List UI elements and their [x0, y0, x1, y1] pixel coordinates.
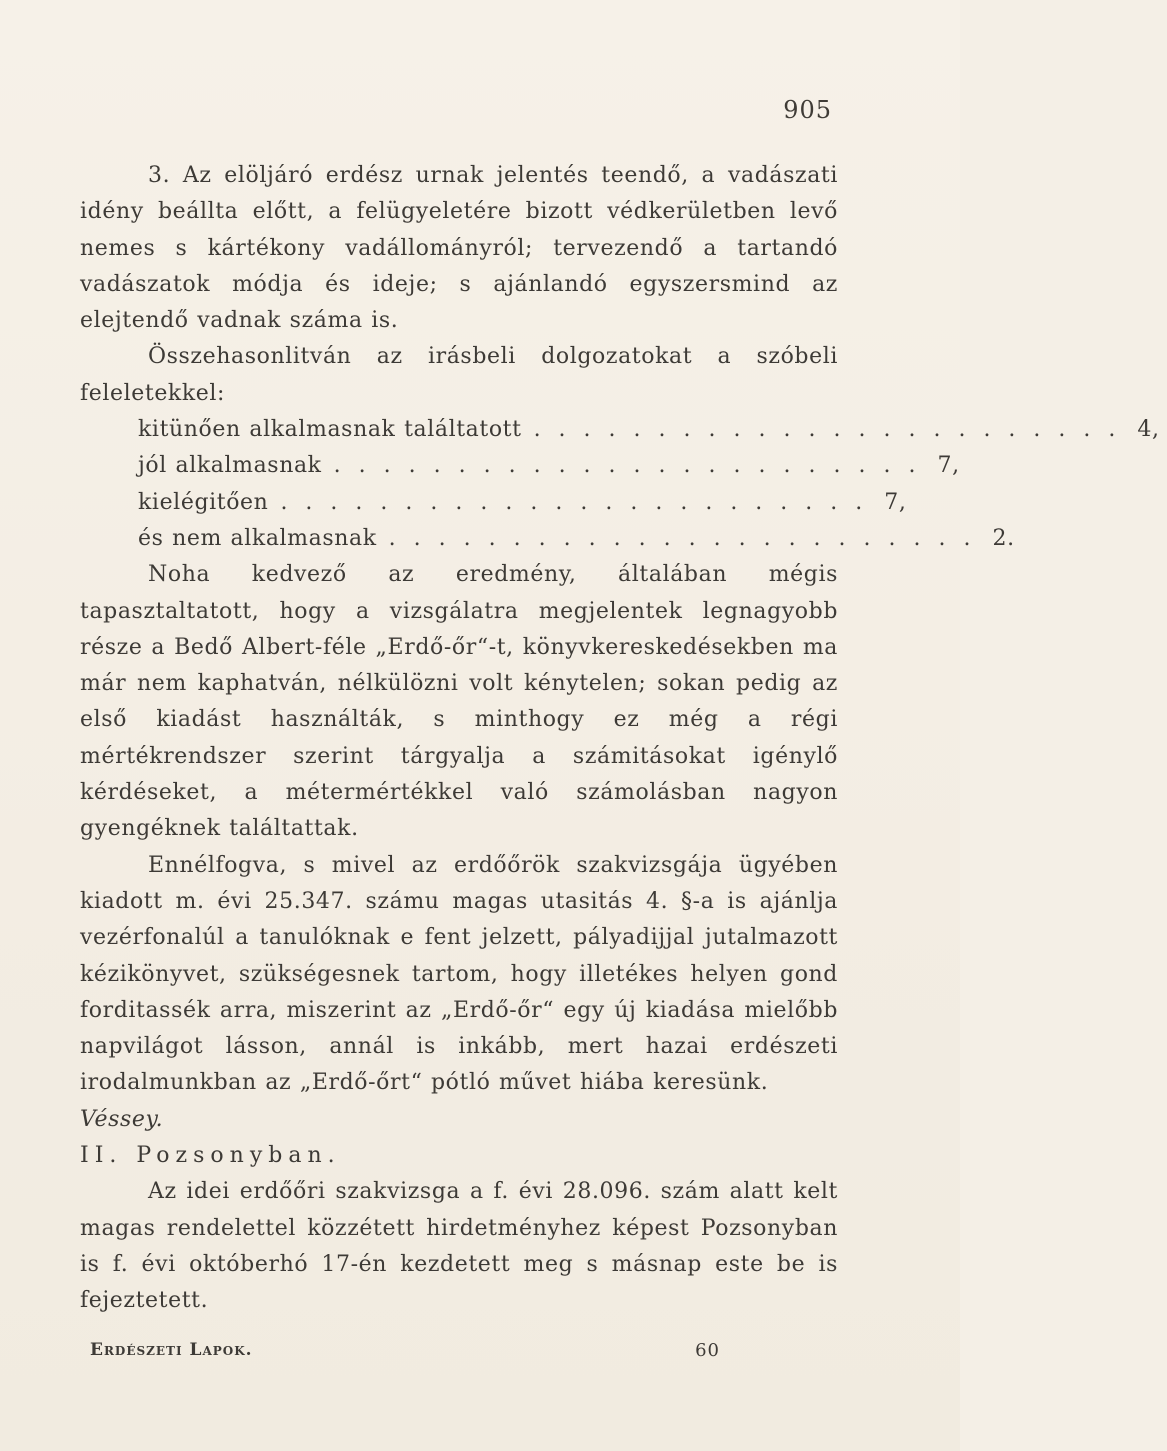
- leader-dots: ........................: [333, 453, 934, 479]
- leader-dots: ........................: [388, 525, 989, 551]
- result-value: 7,: [937, 453, 960, 479]
- paragraph-observation: Noha kedvező az eredmény, általában mégis tapasztaltatott, hogy a vizsgálatra megjelentek legnagyobb része a Bedő Albert-féle „Erdő-őr“-t, könyvkereskedésekben ma már nem kaphatván, nélkülözni volt kénytelen; sokan pedig az első kiadást használták, s minthogy ez még a régi mértékrendszer szerint tárgyalja a számitásokat igénylő kérdéseket, a métermértékkel való számolásban nagyon gyengéknek találtattak.: [80, 562, 838, 842]
- paragraph-item-3: 3. Az elöljáró erdész urnak jelentés teendő, a vadászati idény beállta előtt, a felügyeletére bizott védkerületben levő nemes s kártékony vadállományról; tervezendő a tartandó vadászatok módja és ideje; s ajánlandó egyszersmind az elejtendő vadnak száma is.: [80, 163, 838, 334]
- result-label: jól alkalmasnak: [138, 453, 322, 479]
- sheet-number: 60: [695, 1340, 720, 1361]
- result-row: [80, 485, 907, 521]
- journal-title: Erdészeti Lapok.: [90, 1340, 253, 1360]
- paragraph-pozsony: Az idei erdőőri szakvizsga a f. évi 28.096. szám alatt kelt magas rendelettel közzétett hirdetményhez képest Pozsonyban is f. évi októberhó 17-én kezdetett meg s másnap este be is fejeztetett.: [80, 1179, 838, 1314]
- result-row: [80, 448, 960, 484]
- result-label: kitünően alkalmasnak találtatott: [138, 417, 522, 443]
- result-row: [80, 412, 1160, 448]
- result-value: 4,: [1137, 417, 1160, 443]
- page-footer: [90, 1340, 720, 1361]
- paragraph-comparison: Összehasonlitván az irásbeli dolgozatokat a szóbeli feleletekkel:: [80, 344, 838, 406]
- signature: Véssey.: [80, 1106, 164, 1132]
- page-number: 905: [783, 96, 832, 124]
- result-label: kielégitően: [138, 489, 269, 515]
- paragraph-recommendation: Ennélfogva, s mivel az erdőőrök szakvizsgája ügyében kiadott m. évi 25.347. számu magas utasitás 4. §-a is ajánlja vezérfonalúl a tanulóknak e fent jelzett, pályadijjal jutalmazott kézikönyvet, szükségesnek tartom, hogy illetékes helyen gond forditassék arra, miszerint az „Erdő-őr“ egy új kiadása mielőbb napvilágot lásson, annál is inkább, mert hazai erdészeti irodalmunkban az „Erdő-őrt“ pótló művet hiába keresünk.: [80, 852, 838, 1096]
- leader-dots: ........................: [280, 489, 881, 515]
- body-text: [80, 158, 1160, 1320]
- results-list: [80, 412, 1160, 557]
- result-value: 7,: [884, 489, 907, 515]
- result-label: és nem alkalmasnak: [138, 525, 377, 551]
- result-row: [80, 521, 1015, 557]
- leader-dots: ........................: [533, 417, 1134, 443]
- result-value: 2.: [992, 525, 1015, 551]
- section-heading: II. Pozsonyban.: [80, 1143, 341, 1169]
